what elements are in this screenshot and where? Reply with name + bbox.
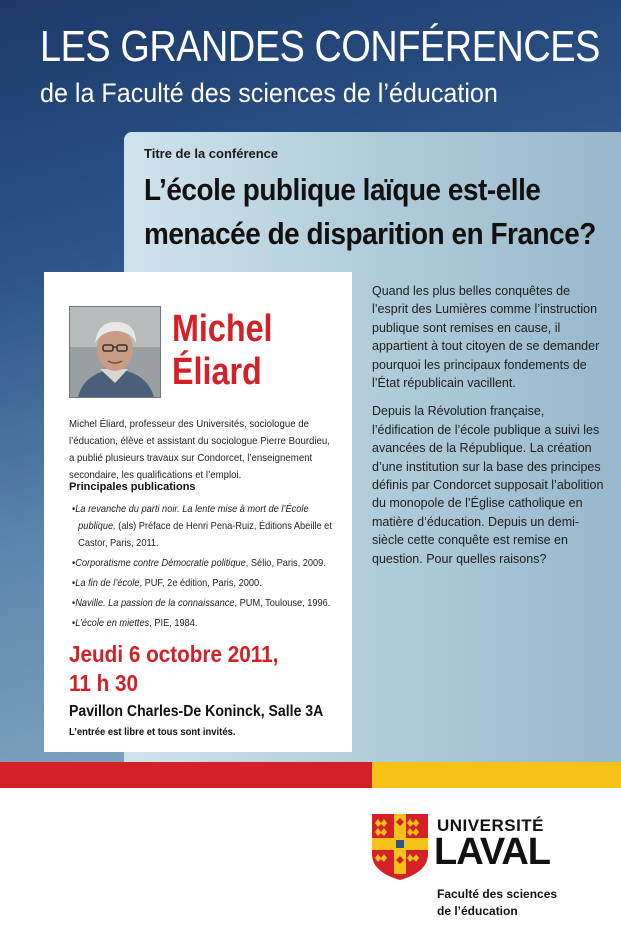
event-date-time — [69, 640, 278, 698]
description-paragraph-2: Depuis la Révolution française, l’édification de l’école publique a suivi les avancées de la République. La création d’une institution sur la base des principes définis par Condorcet supposait l’abolition du monopole de l’Église catholique en matière d’éducation. Depuis un demi-siècle cette conquête est remise en question. Pour quelles raisons? — [372, 404, 604, 566]
speaker-bio: Michel Éliard, professeur des Universités, sociologue de l’éducation, élève et assistant du sociologue Pierre Bourdieu, a publié plusieurs travaux sur Condorcet, l’enseignement secondaire, les qualifications et l’emploi. — [69, 418, 330, 481]
faculty-name-line-2: de l’éducation — [437, 904, 518, 918]
publication-details: , Sélio, Paris, 2009. — [245, 557, 326, 569]
series-title: LES GRANDES CONFÉRENCES — [40, 22, 600, 71]
publication-details: , PIE, 1984. — [149, 617, 198, 629]
publication-details: , PUF, 2e édition, Paris, 2000. — [139, 577, 262, 589]
university-name-line-1: UNIVERSITÉ — [437, 816, 545, 835]
conference-title-line-2: menacée de disparition en France? — [144, 216, 596, 251]
publications-heading: Principales publications — [69, 481, 196, 493]
publication-details: , PUM, Toulouse, 1996. — [234, 597, 331, 609]
publication-title: L’école en miettes — [75, 617, 150, 629]
speaker-last-name: Éliard — [172, 351, 262, 393]
event-venue: Pavillon Charles-De Koninck, Salle 3A — [69, 703, 324, 720]
speaker-first-name: Michel — [172, 308, 273, 350]
speaker-name — [172, 308, 273, 394]
publication-details: (als) Préface de Henri Pena-Ruiz, Éditions Abeille et Castor, Paris, 2011. — [78, 520, 332, 549]
university-name-line-2: LAVAL — [434, 831, 551, 873]
event-time: 11 h 30 — [69, 670, 139, 696]
conference-title — [144, 168, 596, 256]
publications-list — [72, 501, 336, 632]
publication-item — [72, 501, 336, 552]
publication-title: La fin de l’école — [75, 577, 140, 589]
speaker-portrait-icon — [70, 307, 160, 397]
publication-item — [72, 555, 336, 572]
speaker-photo — [69, 306, 161, 398]
publication-item — [72, 595, 336, 612]
event-date: Jeudi 6 octobre 2011, — [69, 641, 279, 667]
yellow-stripe — [372, 762, 621, 788]
event-note: L’entrée est libre et tous sont invités. — [69, 726, 236, 738]
publication-title: Naville. La passion de la connaissance — [75, 597, 235, 609]
university-crest-icon — [372, 814, 428, 880]
faculty-name-line-1: Faculté des sciences — [437, 887, 558, 901]
conference-description — [372, 282, 607, 578]
red-stripe — [0, 762, 372, 788]
publication-title: La revanche du parti noir. La lente mise à mort de l’École publique, — [75, 503, 309, 532]
faculty-name — [437, 886, 557, 920]
description-paragraph-1: Quand les plus belles conquêtes de l’esprit des Lumières comme l’instruction publique sont remises en cause, il appartient à tout citoyen de se demander pourquoi les principaux fondements de l’État républicain vacillent. — [372, 284, 600, 391]
conference-title-line-1: L’école publique laïque est-elle — [144, 172, 541, 207]
publication-item — [72, 615, 336, 632]
publication-title: Corporatisme contre Démocratie politique — [75, 557, 246, 569]
publication-item — [72, 575, 336, 592]
series-subtitle: de la Faculté des sciences de l’éducation — [40, 78, 498, 108]
conference-title-label: Titre de la conférence — [144, 146, 279, 161]
